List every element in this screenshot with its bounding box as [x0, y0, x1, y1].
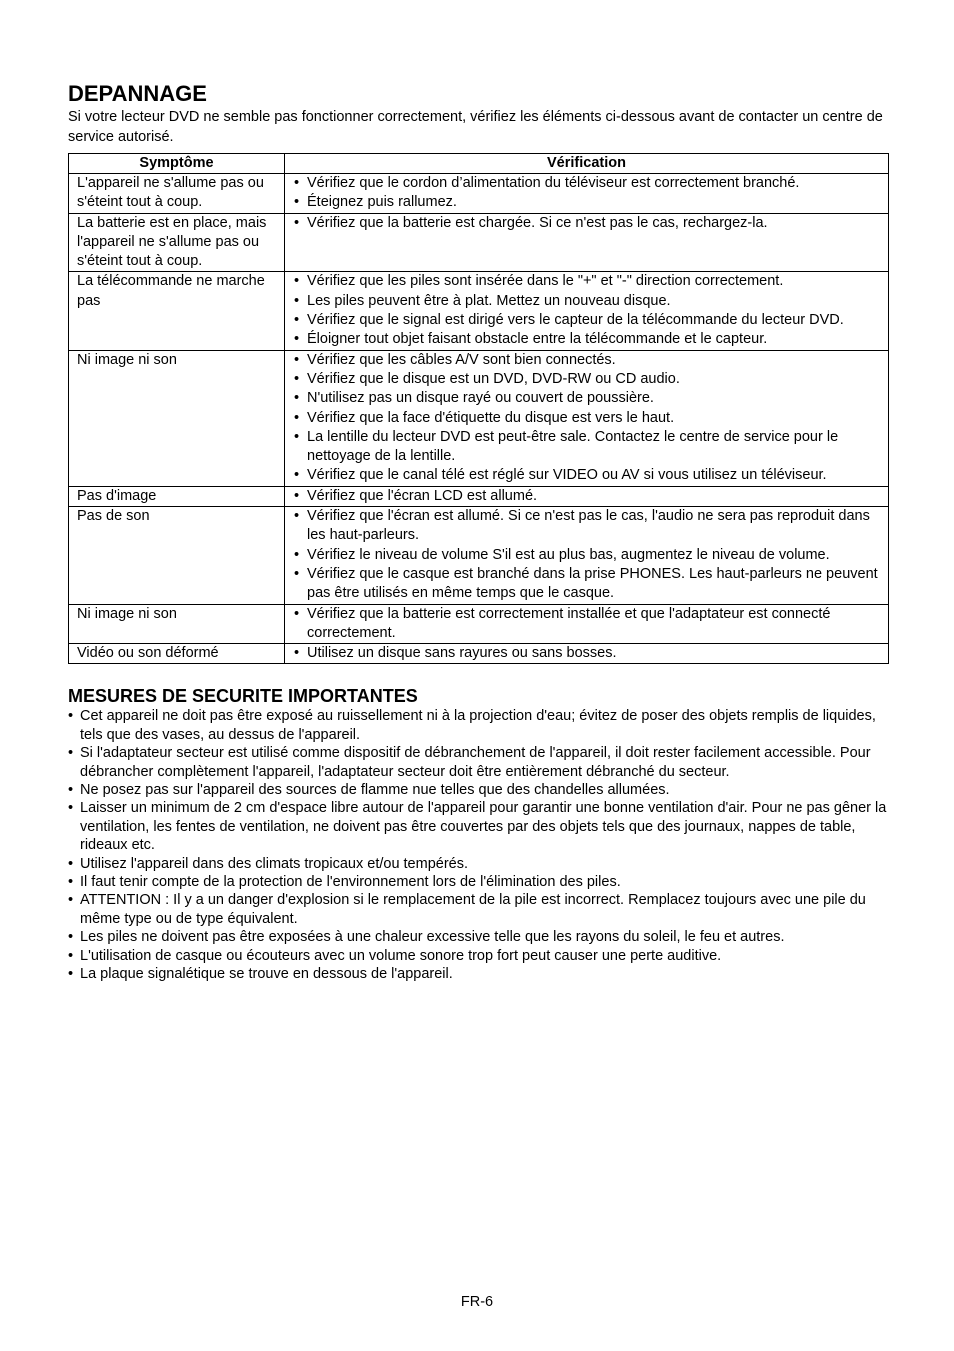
page-number: FR-6 [460, 1294, 494, 1310]
table-row [69, 604, 889, 644]
list-item: • Il faut tenir compte de la protection de l'environnement lors de l'élimination des piles. [68, 873, 888, 891]
list-item: • Éteignez puis rallumez. [293, 193, 882, 212]
symptom-cell: Ni image ni son [69, 350, 285, 486]
list-item: • L'utilisation de casque ou écouteurs avec un volume sonore trop fort peut causer une perte auditive. [68, 947, 888, 965]
verification-list [293, 644, 882, 663]
verification-list [293, 214, 882, 233]
symptom-cell: Pas de son [69, 507, 285, 604]
list-item: • Vérifiez que le cordon d’alimentation du téléviseur est correctement branché. [293, 174, 882, 193]
table-row [69, 174, 889, 214]
verification-cell [285, 350, 889, 486]
symptom-cell: Vidéo ou son déformé [69, 644, 285, 664]
safety-list [68, 707, 888, 983]
list-item: • Vérifiez que le signal est dirigé vers le capteur de la télécommande du lecteur DVD. [293, 311, 882, 330]
verification-cell [285, 604, 889, 644]
table-body [69, 174, 889, 664]
section-title-safety: MESURES DE SECURITE IMPORTANTES [68, 686, 418, 707]
header-verification: Vérification [285, 154, 889, 174]
table-row [69, 350, 889, 486]
list-item: • La lentille du lecteur DVD est peut-être sale. Contactez le centre de service pour le nettoyage de la lentille. [293, 428, 882, 467]
list-item: • Vérifiez que le canal télé est réglé sur VIDEO ou AV si vous utilisez un téléviseur. [293, 466, 882, 485]
table-row [69, 213, 889, 272]
list-item: • Vérifiez que la batterie est correctement installée et que l'adaptateur est connecté correctement. [293, 605, 882, 644]
verification-cell [285, 507, 889, 604]
list-item: • Vérifiez que l'écran LCD est allumé. [293, 487, 882, 506]
list-item: • Laisser un minimum de 2 cm d'espace libre autour de l'appareil pour garantir une bonne ventilation d'air. Pour ne pas gêner la ventilation, les fentes de ventilation, ne doivent pas être couvertes par des objets tels que des journaux, nappes de table, rideaux etc. [68, 799, 888, 854]
section-title-troubleshooting: DEPANNAGE [68, 81, 207, 106]
list-item: • Ne posez pas sur l'appareil des sources de flamme nue telles que des chandelles allumées. [68, 781, 888, 799]
symptom-cell: La télécommande ne marche pas [69, 272, 285, 350]
verification-list [293, 487, 882, 506]
verification-list [293, 605, 882, 644]
list-item: • La plaque signalétique se trouve en dessous de l'appareil. [68, 965, 888, 983]
list-item: • Éloigner tout objet faisant obstacle entre la télécommande et le capteur. [293, 330, 882, 349]
troubleshooting-table [68, 153, 889, 664]
table-row [69, 644, 889, 664]
list-item: • Vérifiez que la batterie est chargée. Si ce n'est pas le cas, rechargez-la. [293, 214, 882, 233]
list-item: • Vérifiez que la face d'étiquette du disque est vers le haut. [293, 409, 882, 428]
symptom-cell: Ni image ni son [69, 604, 285, 644]
list-item: • Les piles ne doivent pas être exposées à une chaleur excessive telle que les rayons du soleil, le feu et autres. [68, 928, 888, 946]
symptom-cell: L'appareil ne s'allume pas ou s'éteint tout à coup. [69, 174, 285, 214]
list-item: • N'utilisez pas un disque rayé ou couvert de poussière. [293, 389, 882, 408]
list-item: • ATTENTION : Il y a un danger d'explosion si le remplacement de la pile est incorrect. Remplacez toujours avec une pile du même type ou de type équivalent. [68, 891, 888, 928]
symptom-cell: La batterie est en place, mais l'appareil ne s'allume pas ou s'éteint tout à coup. [69, 213, 285, 272]
table-row [69, 507, 889, 604]
list-item: • Vérifiez que les câbles A/V sont bien connectés. [293, 351, 882, 370]
header-symptom: Symptôme [69, 154, 285, 174]
list-item: • Vérifiez que le disque est un DVD, DVD-RW ou CD audio. [293, 370, 882, 389]
list-item: • Vérifiez que le casque est branché dans la prise PHONES. Les haut-parleurs ne peuvent pas être utilisés en même temps que le casque. [293, 565, 882, 604]
table-row [69, 272, 889, 350]
verification-list [293, 174, 882, 213]
list-item: • Cet appareil ne doit pas être exposé au ruissellement ni à la projection d'eau; évitez de poser des objets remplis de liquides, tels que des vases, au dessus de l'appareil. [68, 707, 888, 744]
verification-cell [285, 644, 889, 664]
verification-cell [285, 272, 889, 350]
list-item: • Vérifiez le niveau de volume S'il est au plus bas, augmentez le niveau de volume. [293, 546, 882, 565]
list-item: • Utilisez l'appareil dans des climats tropicaux et/ou tempérés. [68, 855, 888, 873]
verification-list [293, 507, 882, 603]
symptom-cell: Pas d'image [69, 486, 285, 506]
list-item: • Vérifiez que les piles sont insérée dans le "+" et "-" direction correctement. [293, 272, 882, 291]
table-header-row [69, 154, 889, 174]
verification-list [293, 272, 882, 349]
table-row [69, 486, 889, 506]
list-item: • Vérifiez que l'écran est allumé. Si ce n'est pas le cas, l'audio ne sera pas reproduit dans les haut-parleurs. [293, 507, 882, 546]
troubleshooting-intro: Si votre lecteur DVD ne semble pas fonctionner correctement, vérifiez les éléments ci-dessous avant de contacter un centre de service autorisé. [68, 109, 883, 145]
verification-list [293, 351, 882, 486]
verification-cell [285, 213, 889, 272]
list-item: • Utilisez un disque sans rayures ou sans bosses. [293, 644, 882, 663]
verification-cell [285, 486, 889, 506]
verification-cell [285, 174, 889, 214]
list-item: • Si l'adaptateur secteur est utilisé comme dispositif de débranchement de l'appareil, il doit rester facilement accessible. Pour débrancher complètement l'appareil, l'adaptateur secteur doit être entièrement débranché du secteur. [68, 744, 888, 781]
page-content [68, 80, 888, 984]
list-item: • Les piles peuvent être à plat. Mettez un nouveau disque. [293, 292, 882, 311]
